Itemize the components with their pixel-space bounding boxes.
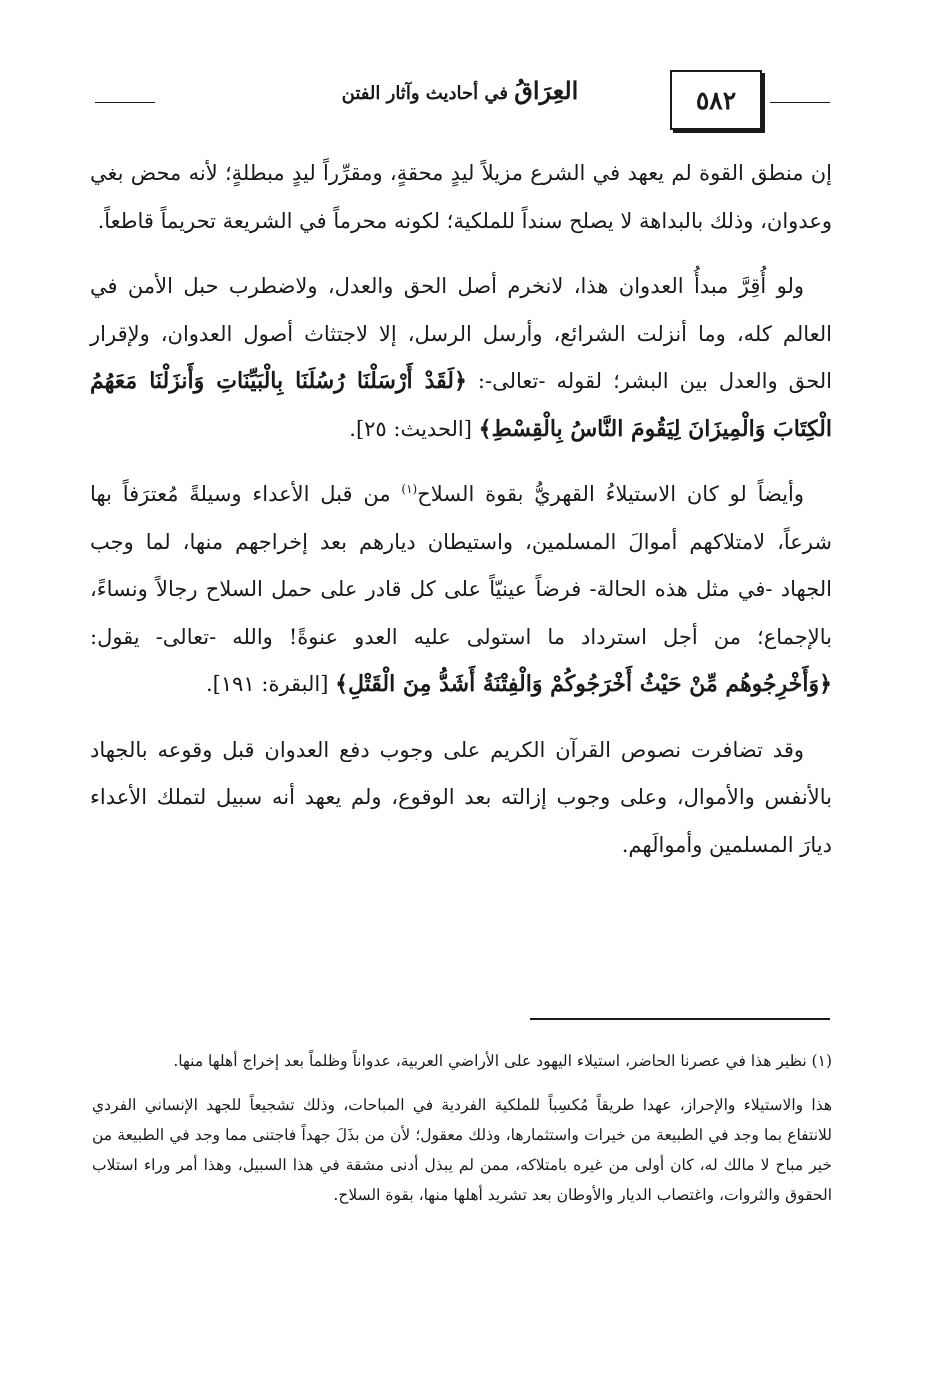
paragraph-3-text-a: وأيضاً لو كان الاستيلاءُ القهريُّ بقوة السلاح [417,482,805,506]
paragraph-2 [90,263,832,453]
header-rule-left [95,102,155,103]
running-title [280,76,640,105]
paragraph-3 [90,471,832,709]
paragraph-3-text-b: من قبل الأعداء وسيلةً مُعترَفاً بها شرعاً، لامتلاكهم أموالَ المسلمين، واستيطان ديارهم بعد إخراجهم منها، لما وجب الجهاد -في مثل هذه الحالة- فرضاً عينيّاً على كل قادر على حمل السلاح رجالاً ونساءً، بالإجماع؛ من أجل استرداد ما استولى عليه العدو عنوةً! والله -تعالى- يقول: [90,482,832,649]
running-title-sub: في أحاديث وآثار الفتن [341,83,508,104]
paragraph-2-text: ولو أُقِرَّ مبدأُ العدوان هذا، لانخرم أصل الحق والعدل، ولاضطرب حبل الأمن في العالم كله، وما أنزلت الشرائع، وأرسل الرسل، إلا لاجتثاث أصول العدوان، ولإقرار الحق والعدل بين البشر؛ لقوله -تعالى-: [90,274,832,393]
footnote-1: (١) نظير هذا في عصرنا الحاضر، استيلاء اليهود على الأراضي العربية، عدواناً وظلماً بعد إخراج أهلها منها. [173,1052,832,1070]
header-rule-right [770,102,830,103]
page-header [95,62,830,132]
page-number: ٥٨٢ [670,70,762,130]
running-title-main: العِرَاقُ [514,76,579,105]
quran-verse-baqara: ﴿وَأَخْرِجُوهُم مِّنْ حَيْثُ أَخْرَجُوكُمْ وَالْفِتْنَةُ أَشَدُّ مِنَ الْقَتْلِ﴾ [335,671,832,697]
main-text [90,150,832,887]
footnote-1-continued: هذا والاستيلاء والإحراز، عهدا طريقاً مُكسِباً للملكية الفردية في المباحات، وذلك تشجيعاً للجهد الإنساني الفردي للانتفاع بما وجد في الطبيعة من خيرات واستثمارها، وذلك معقول؛ لأن من بذَلَ جهداً فاجتنى مما وجد في الطبيعة من خير مباح لا مالك له، كان أولى من غيره بامتلاكه، ممن لم يبذل أدنى مشقة في هذا السبيل، وهذا أمر وراء استلاب الحقوق والثروات، واغتصاب الديار والأوطان بعد تشريد أهلها منها، بقوة السلاح. [92,1096,832,1204]
verse-reference-hadid: [الحديث: ٢٥]. [349,416,479,441]
paragraph-4: وقد تضافرت نصوص القرآن الكريم على وجوب دفع العدوان قبل وقوعه بالجهاد بالأنفس والأموال، وعلى وجوب إزالته بعد الوقوع، ولم يعهد أنه سبيل لتملك الأعداء ديارَ المسلمين وأموالَهم. [90,737,832,857]
footnote-separator [530,1018,830,1020]
footnote-marker-1[interactable]: (١) [401,482,418,496]
verse-reference-baqara: [البقرة: ١٩١]. [205,672,336,696]
footnotes [92,1046,832,1224]
paragraph-1: إن منطق القوة لم يعهد في الشرع مزيلاً ليدٍ محقةٍ، ومقرِّراً ليدٍ مبطلةٍ؛ لأنه محض بغي وعدوان، وذلك بالبداهة لا يصلح سنداً للملكية؛ لكونه محرماً في الشريعة تحريماً قاطعاً. [90,161,832,233]
quran-verse-hadid: ﴿لَقَدْ أَرْسَلْنَا رُسُلَنَا بِالْبَيِّنَاتِ وَأَنزَلْنَا مَعَهُمُ الْكِتَابَ وَالْمِيزَانَ لِيَقُومَ النَّاسُ بِالْقِسْطِ﴾ [90,368,832,442]
